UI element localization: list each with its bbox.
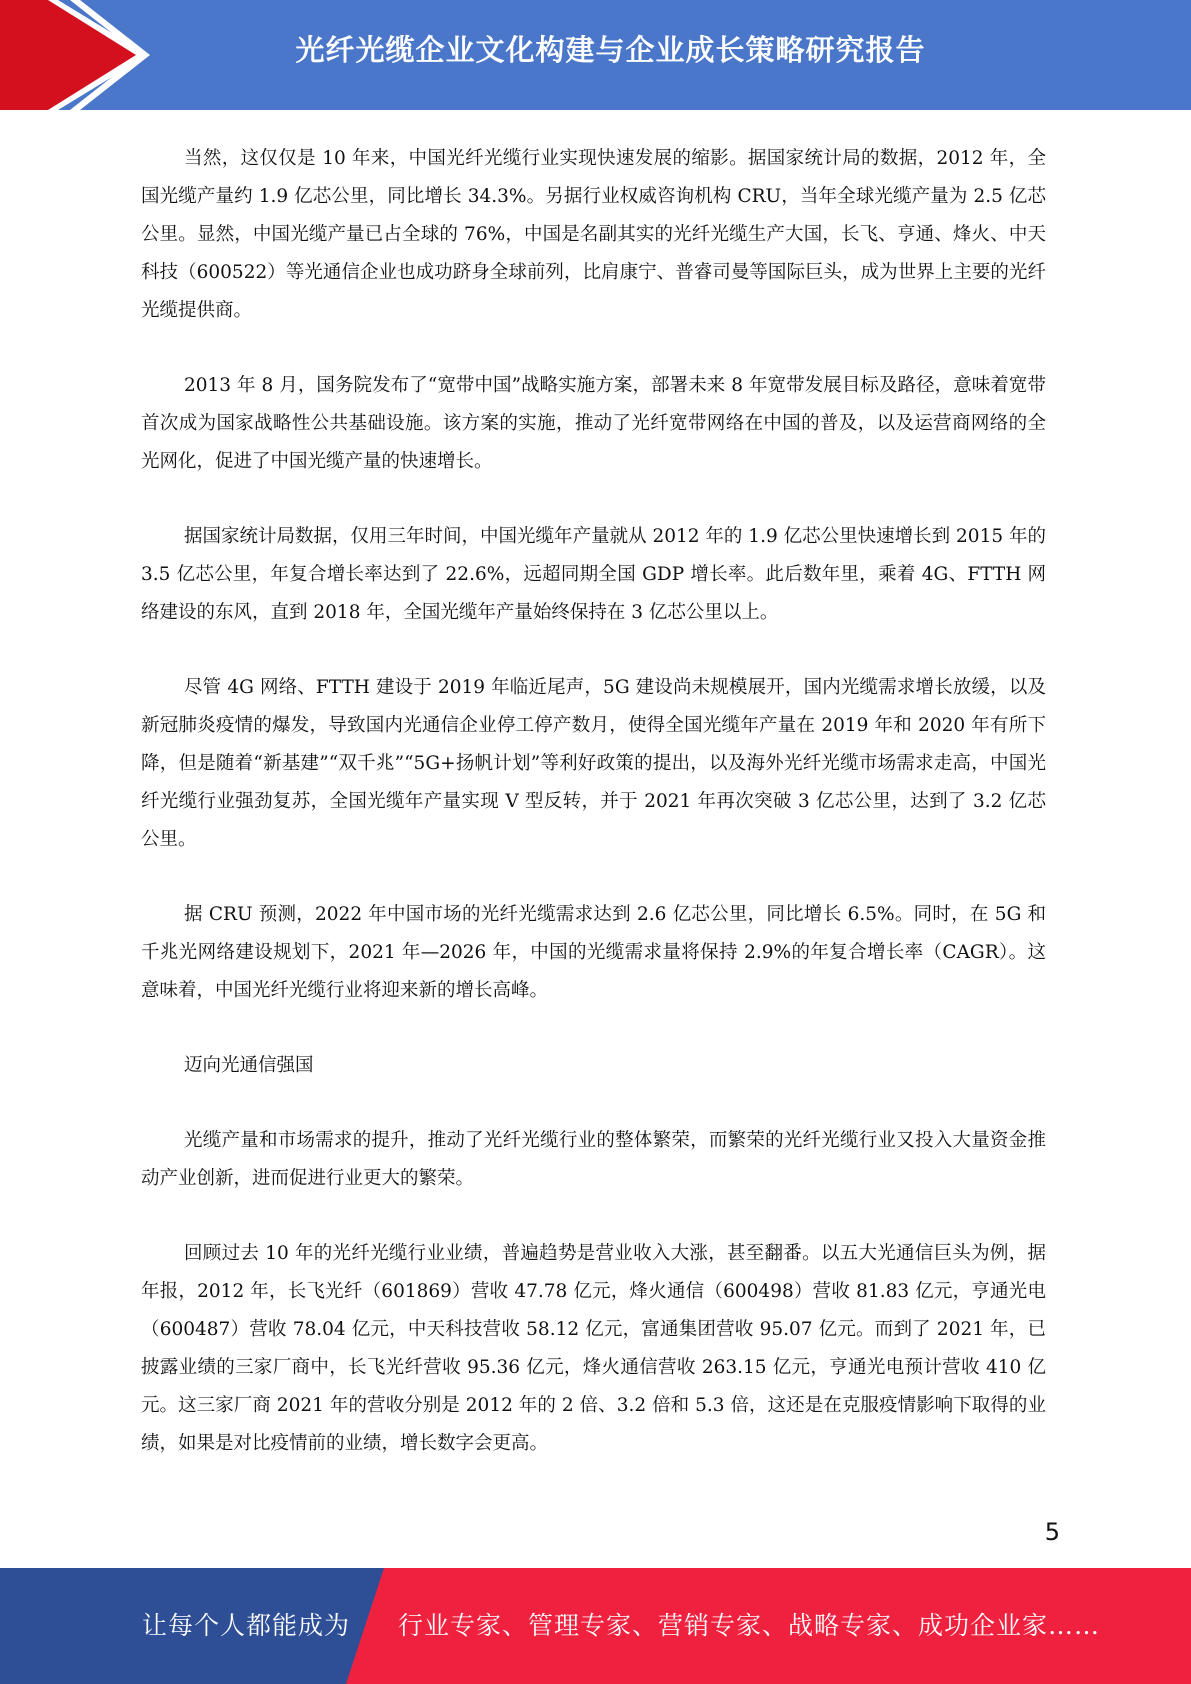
paragraph: 据 CRU 预测，2022 年中国市场的光纤光缆需求达到 2.6 亿芯公里，同比增长 6.5%。同时，在 5G 和千兆光网络建设规划下，2021 年—2026 年，中国的光缆需求量将保持 2.9%的年复合增长率（CAGR）。这意味着，中国光纤光缆行业将迎来新的增长高峰。 <box>141 904 1046 1001</box>
page-number: 5 <box>1044 1518 1060 1546</box>
footer-slogan-left: 让每个人都能成为 <box>142 1611 351 1640</box>
paragraph: 当然，这仅仅是 10 年来，中国光纤光缆行业实现快速发展的缩影。据国家统计局的数据，2012 年，全国光缆产量约 1.9 亿芯公里，同比增长 34.3%。另据行业权威咨询机构 CRU，当年全球光缆产量为 2.5 亿芯公里。显然，中国光缆产量已占全球的 76%，中国是名副其实的光纤光缆生产大国，长飞、亨通、烽火、中天科技（600522）等光通信企业也成功跻身全球前列，比肩康宁、普睿司曼等国际巨头，成为世界上主要的光纤光缆提供商。 <box>141 148 1046 321</box>
chevron-arrow-icon <box>0 0 160 110</box>
paragraph: 尽管 4G 网络、FTTH 建设于 2019 年临近尾声，5G 建设尚未规模展开，国内光缆需求增长放缓，以及新冠肺炎疫情的爆发，导致国内光通信企业停工停产数月，使得全国光缆年产量在 2019 年和 2020 年有所下降，但是随着“新基建”“双千兆”“5G+扬帆计划”等利好政策的提出，以及海外光纤光缆市场需求走高，中国光纤光缆行业强劲复苏，全国光缆年产量实现 V 型反转，并于 2021 年再次突破 3 亿芯公里，达到了 3.2 亿芯公里。 <box>141 677 1046 850</box>
paragraph: 2013 年 8 月，国务院发布了“宽带中国”战略实施方案，部署未来 8 年宽带发展目标及路径，意味着宽带首次成为国家战略性公共基础设施。该方案的实施，推动了光纤宽带网络在中国的普及，以及运营商网络的全光网化，促进了中国光缆产量的快速增长。 <box>141 375 1046 472</box>
page-header <box>0 0 1191 110</box>
report-title: 光纤光缆企业文化构建与企业成长策略研究报告 <box>295 33 926 67</box>
paragraph: 光缆产量和市场需求的提升，推动了光纤光缆行业的整体繁荣，而繁荣的光纤光缆行业又投入大量资金推动产业创新，进而促进行业更大的繁荣。 <box>141 1130 1046 1189</box>
paragraph: 据国家统计局数据，仅用三年时间，中国光缆年产量就从 2012 年的 1.9 亿芯公里快速增长到 2015 年的 3.5 亿芯公里，年复合增长率达到了 22.6%，远超同期全国 GDP 增长率。此后数年里，乘着 4G、FTTH 网络建设的东风，直到 2018 年，全国光缆年产量始终保持在 3 亿芯公里以上。 <box>141 526 1046 623</box>
document-body <box>141 140 1046 1500</box>
paragraph: 回顾过去 10 年的光纤光缆行业业绩，普遍趋势是营业收入大涨，甚至翻番。以五大光通信巨头为例，据年报，2012 年，长飞光纤（601869）营收 47.78 亿元，烽火通信（600498）营收 81.83 亿元，亨通光电（600487）营收 78.04 亿元，中天科技营收 58.12 亿元，富通集团营收 95.07 亿元。而到了 2021 年，已披露业绩的三家厂商中，长飞光纤营收 95.36 亿元，烽火通信营收 263.15 亿元，亨通光电预计营收 410 亿元。这三家厂商 2021 年的营收分别是 2012 年的 2 倍、3.2 倍和 5.3 倍，这还是在克服疫情影响下取得的业绩，如果是对比疫情前的业绩，增长数字会更高。 <box>141 1243 1046 1454</box>
page-footer <box>0 1568 1191 1684</box>
footer-slogan-right: 行业专家、管理专家、营销专家、战略专家、成功企业家…… <box>398 1611 1101 1640</box>
section-heading: 迈向光通信强国 <box>184 1055 314 1076</box>
